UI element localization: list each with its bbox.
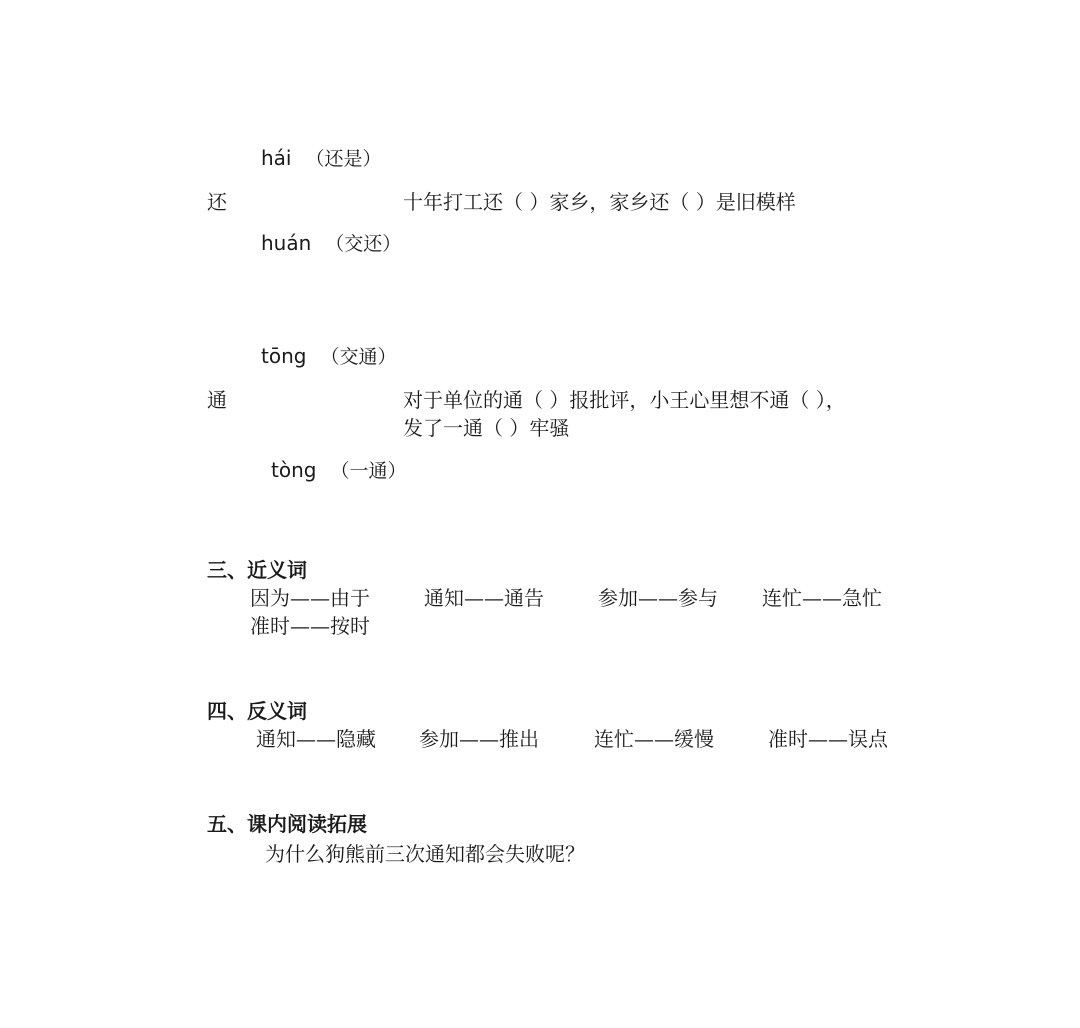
synonym-pair: 参加——参与 xyxy=(598,586,718,610)
reading-tong1 xyxy=(261,344,396,369)
synonym-pair: 通知——通告 xyxy=(424,586,544,610)
pinyin: hái xyxy=(261,146,292,170)
polyphone-char-huan: 还 xyxy=(207,190,227,214)
synonym-pair: 准时——按时 xyxy=(250,614,370,638)
pinyin: tòng xyxy=(271,458,317,482)
antonym-pair: 连忙——缓慢 xyxy=(594,727,714,751)
reading-tong4 xyxy=(271,458,406,483)
antonym-pair: 准时——误点 xyxy=(768,727,888,751)
synonyms-title: 三、近义词 xyxy=(207,558,307,582)
gloss: （交还） xyxy=(325,233,402,255)
reading-huan xyxy=(261,231,401,256)
antonym-pair: 参加——推出 xyxy=(419,727,539,751)
synonym-pair: 连忙——急忙 xyxy=(762,586,882,610)
reading-title: 五、课内阅读拓展 xyxy=(207,812,367,836)
pinyin: huán xyxy=(261,231,312,255)
antonym-pair: 通知——隐藏 xyxy=(256,727,376,751)
sentence-tong-line1: 对于单位的通（ ）报批评，小王心里想不通（ ）， xyxy=(403,388,846,412)
antonyms-title: 四、反义词 xyxy=(207,699,307,723)
sentence-huan: 十年打工还（ ）家乡，家乡还（ ）是旧模样 xyxy=(403,190,796,214)
synonym-pair: 因为——由于 xyxy=(250,586,370,610)
polyphone-char-tong: 通 xyxy=(207,388,227,412)
gloss: （还是） xyxy=(305,148,382,170)
reading-question: 为什么狗熊前三次通知都会失败呢？ xyxy=(265,842,585,866)
gloss: （交通） xyxy=(320,346,397,368)
sentence-tong-line2: 发了一通（ ）牢骚 xyxy=(403,416,570,440)
gloss: （一通） xyxy=(330,460,407,482)
pinyin: tōng xyxy=(261,344,307,368)
reading-hai xyxy=(261,146,382,171)
